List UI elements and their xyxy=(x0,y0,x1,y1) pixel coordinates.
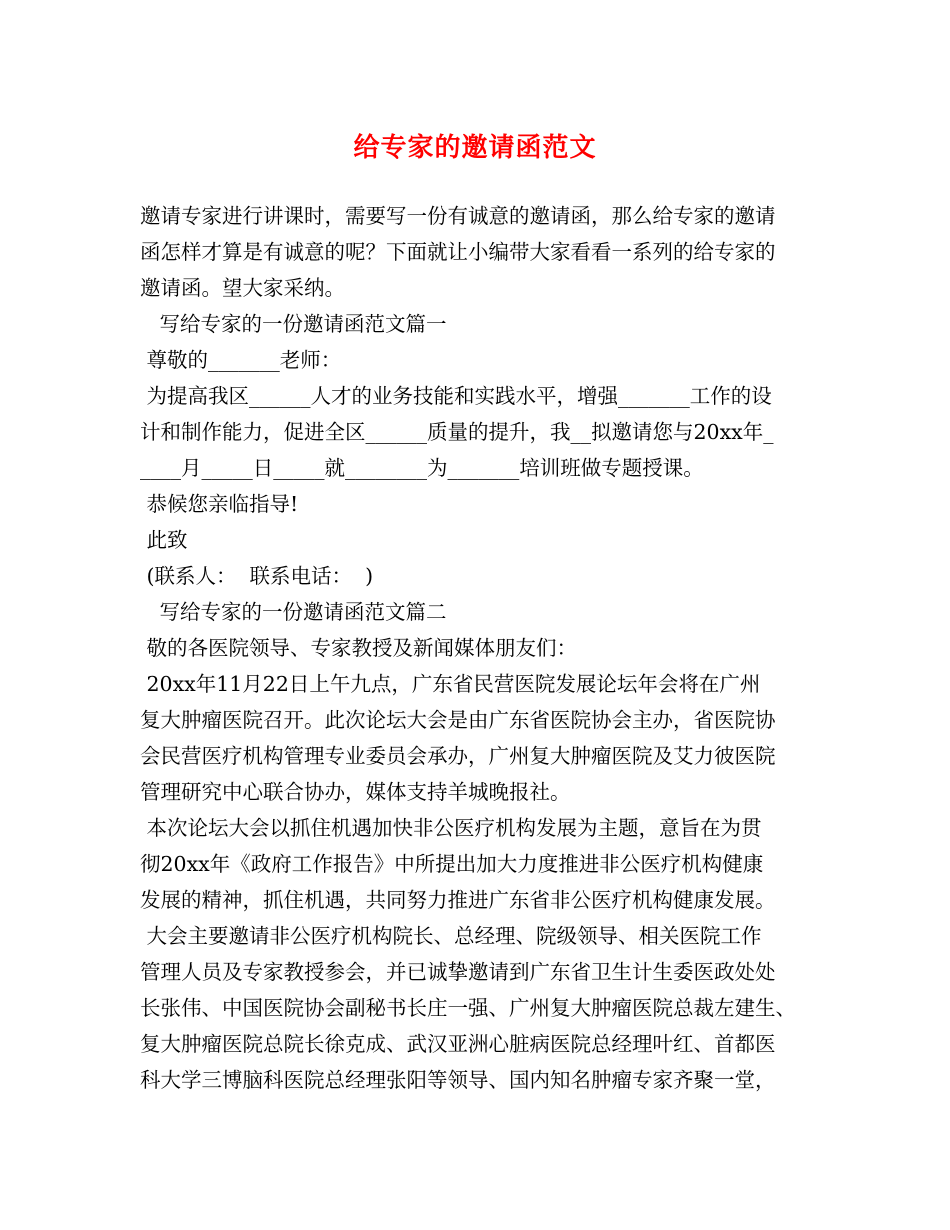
section-heading-2: 写给专家的一份邀请函范文篇二 xyxy=(140,600,447,624)
body-line: 复大肿瘤医院总院长徐克成、武汉亚洲心脏病医院总经理叶红、首都医 xyxy=(140,1032,776,1056)
salutation: 尊敬的_______老师： xyxy=(140,348,342,372)
body-line: 管理人员及专家教授参会，并已诚挚邀请到广东省卫生计生委医政处处 xyxy=(140,960,776,984)
body-line: ____月_____日_____就________为_______培训班做专题授课。 xyxy=(140,456,704,480)
body-line: 函怎样才算是有诚意的呢？下面就让小编带大家看看一系列的给专家的 xyxy=(140,240,776,264)
body-line: 发展的精神，抓住机遇，共同努力推进广东省非公医疗机构健康发展。 xyxy=(140,888,776,912)
body-line: 科大学三博脑科医院总经理张阳等领导、国内知名肿瘤专家齐聚一堂， xyxy=(140,1068,776,1092)
body-line: 计和制作能力，促进全区______质量的提升，我__拟邀请您与20xx年_ xyxy=(140,420,774,444)
body-line: 复大肿瘤医院召开。此次论坛大会是由广东省医院协会主办，省医院协 xyxy=(140,708,776,732)
body-line: 20xx年11月22日上午九点，广东省民营医院发展论坛年会将在广州 xyxy=(140,672,761,696)
contact-line: (联系人： 联系电话： ) xyxy=(140,564,374,588)
body-line: 会民营医疗机构管理专业委员会承办，广州复大肿瘤医院及艾力彼医院 xyxy=(140,744,776,768)
body-line: 长张伟、中国医院协会副秘书长庄一强、广州复大肿瘤医院总裁左建生、 xyxy=(140,996,796,1020)
body-line: 彻20xx年《政府工作报告》中所提出加大力度推进非公医疗机构健康 xyxy=(140,852,764,876)
closing-line: 此致 xyxy=(140,528,188,552)
body-line: 邀请专家进行讲课时，需要写一份有诚意的邀请函，那么给专家的邀请 xyxy=(140,204,776,228)
closing-line: 恭候您亲临指导! xyxy=(140,492,299,516)
document-title: 给专家的邀请函范文 xyxy=(353,133,597,163)
body-line: 邀请函。望大家采纳。 xyxy=(140,276,345,300)
body-line: 为提高我区______人才的业务技能和实践水平，增强_______工作的设 xyxy=(140,384,772,408)
section-heading-1: 写给专家的一份邀请函范文篇一 xyxy=(140,312,447,336)
salutation: 敬的各医院领导、专家教授及新闻媒体朋友们： xyxy=(140,636,578,660)
body-line: 管理研究中心联合协办，媒体支持羊城晚报社。 xyxy=(140,780,571,804)
body-line: 本次论坛大会以抓住机遇加快非公医疗机构发展为主题，意旨在为贯 xyxy=(140,816,762,840)
body-line: 大会主要邀请非公医疗机构院长、总经理、院级领导、相关医院工作 xyxy=(140,924,762,948)
